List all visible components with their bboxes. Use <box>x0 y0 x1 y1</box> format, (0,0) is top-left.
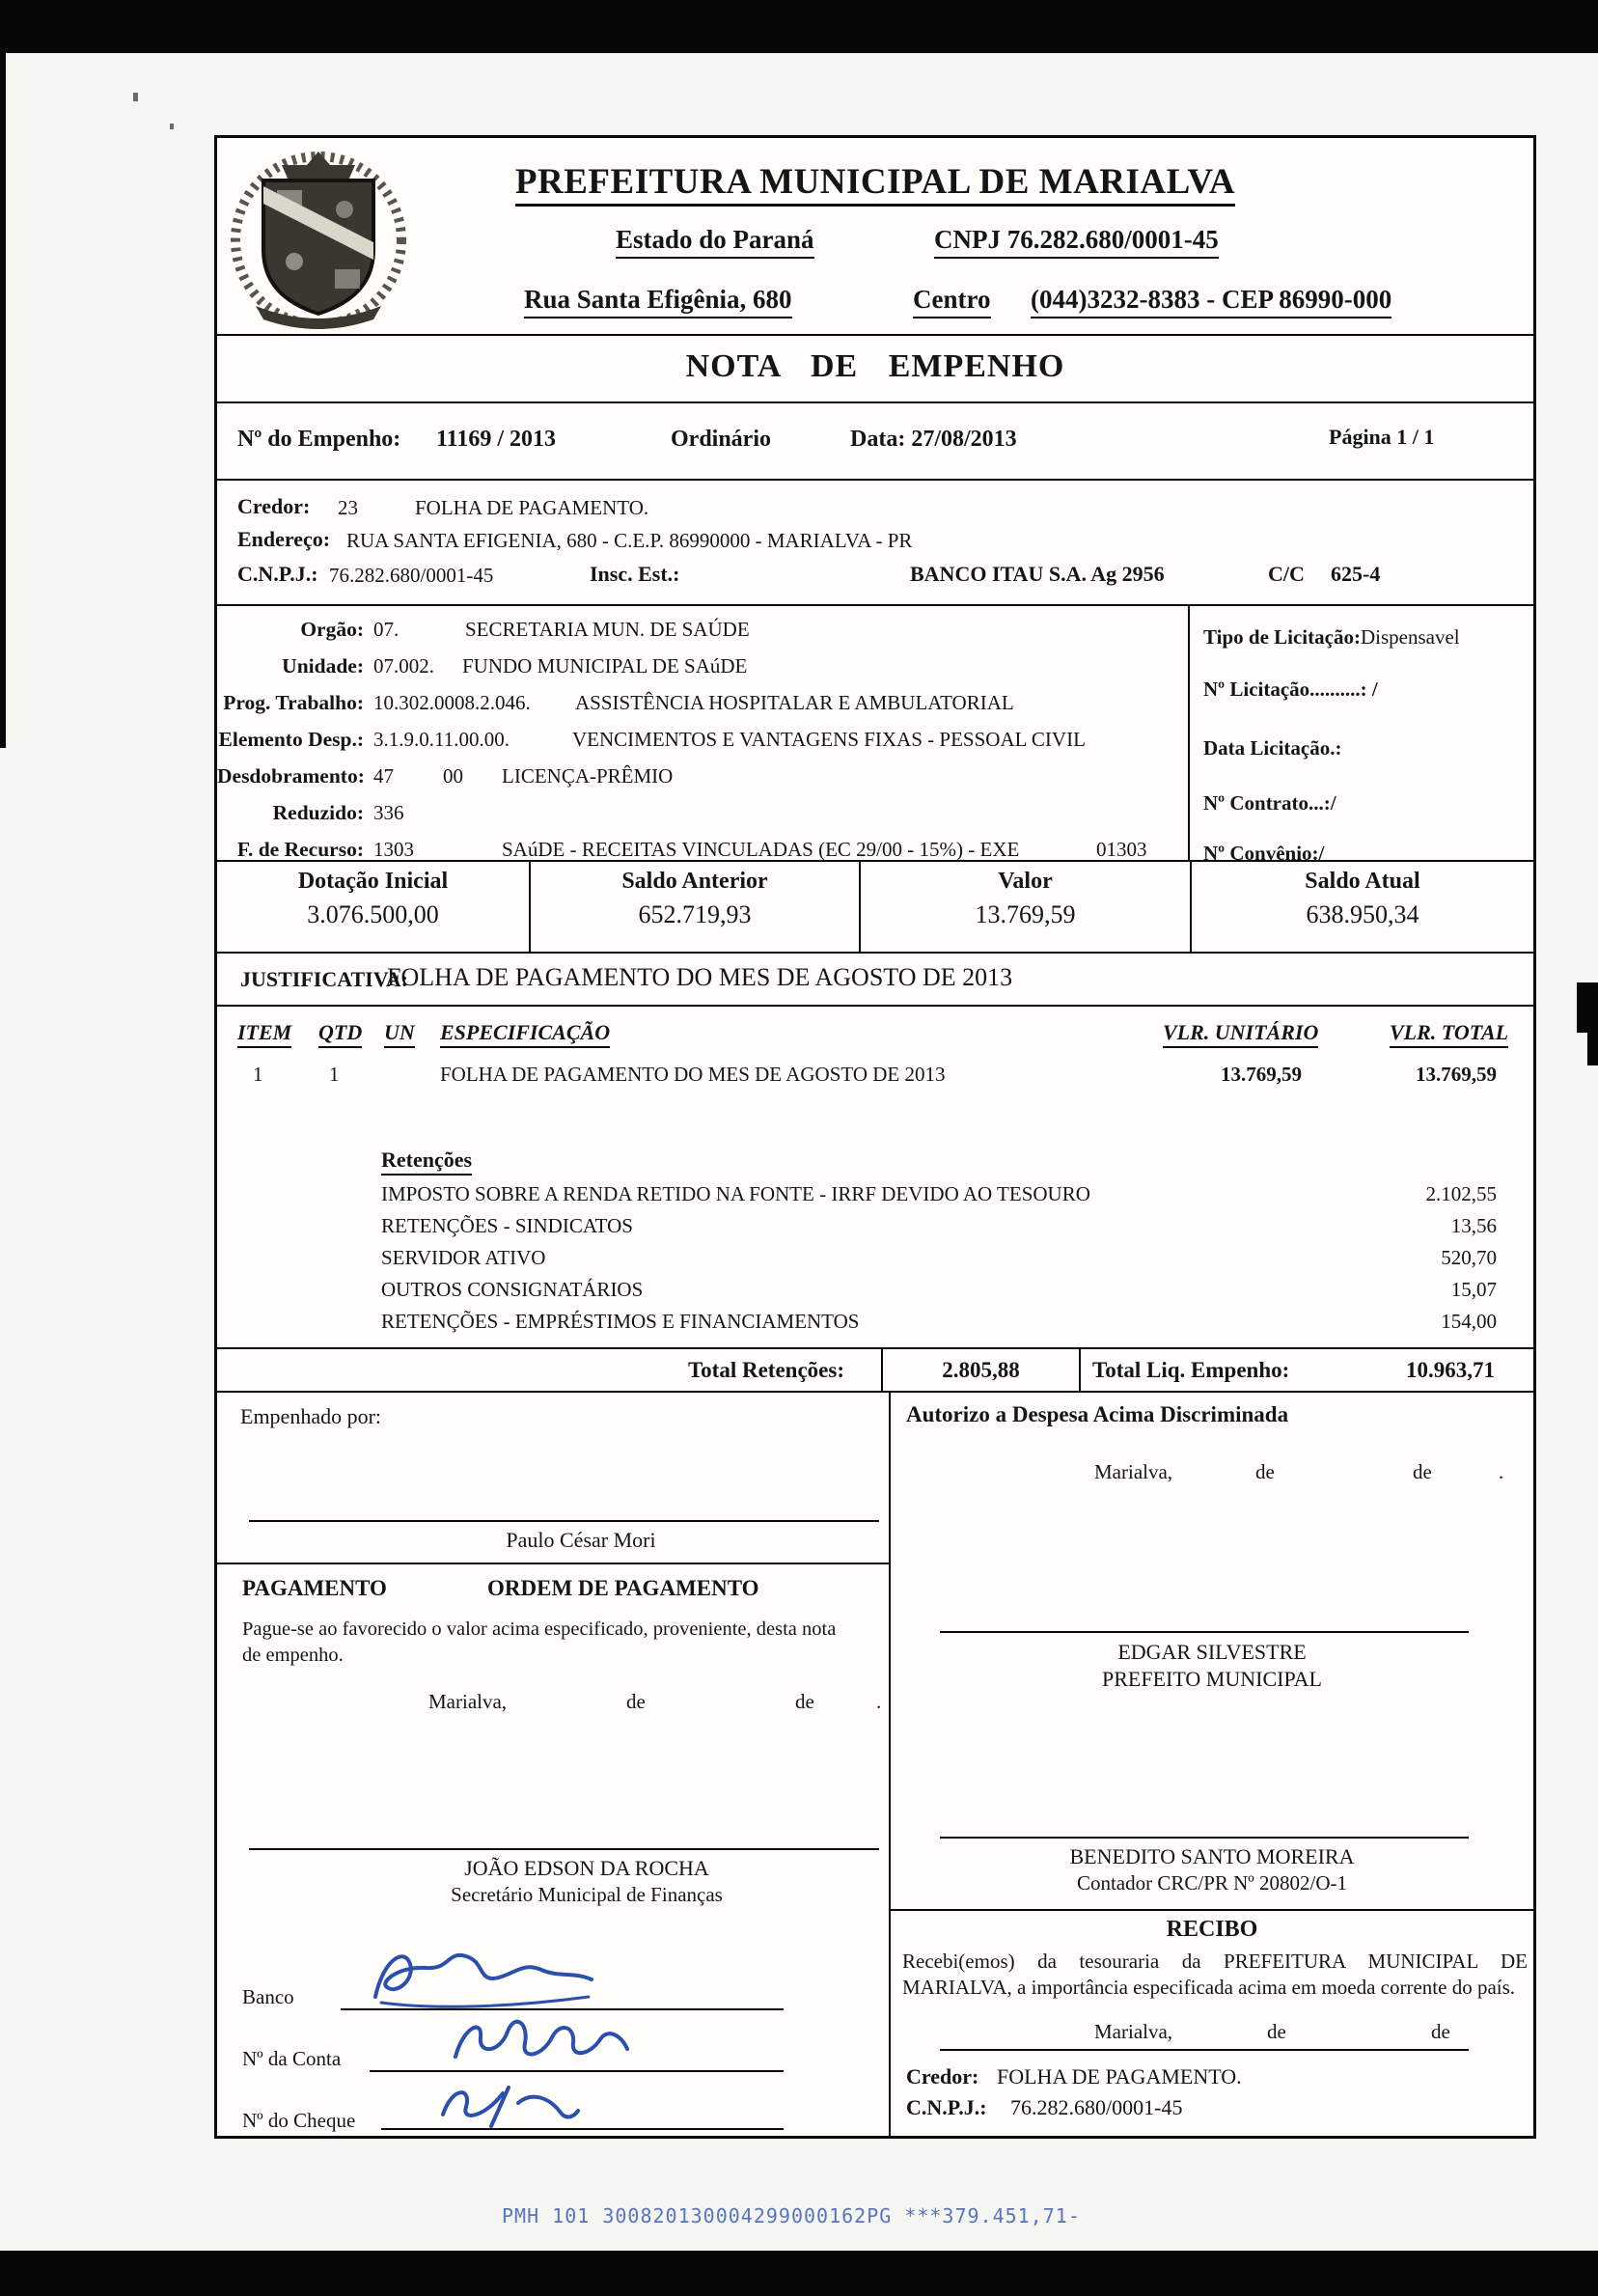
credor-cnpj-value: 76.282.680/0001-45 <box>329 564 494 587</box>
num-licitacao: Nº Licitação..........: / <box>1203 678 1378 701</box>
unidade-desc: FUNDO MUNICIPAL DE SAúDE <box>462 654 748 678</box>
desdobramento-desc: LICENÇA-PRÊMIO <box>502 764 674 788</box>
item-especificacao: FOLHA DE PAGAMENTO DO MES DE AGOSTO DE 2013 <box>440 1063 946 1086</box>
total-liquido-cell <box>1081 1349 1533 1391</box>
cidade-data-left: Marialva, <box>428 1690 508 1713</box>
recibo-cnpj-label: C.N.P.J.: <box>906 2095 987 2119</box>
saldo-anterior-label: Saldo Anterior <box>621 869 768 894</box>
estado-label: Estado do Paraná <box>616 225 814 259</box>
col-header-vlr-unitario: VLR. UNITÁRIO <box>1163 1020 1318 1048</box>
valor-value: 13.769,59 <box>975 900 1076 928</box>
prefeito-cargo: PREFEITO MUNICIPAL <box>1102 1667 1322 1691</box>
contador-cargo: Contador CRC/PR Nº 20802/O-1 <box>1076 1871 1348 1895</box>
item-number: 1 <box>253 1063 263 1086</box>
de-word: de <box>1255 1460 1275 1483</box>
document-title: NOTA DE EMPENHO <box>685 348 1065 384</box>
empenhado-nome: Paulo César Mori <box>506 1528 656 1552</box>
tipo-licitacao-label: Tipo de Licitação: <box>1203 625 1361 649</box>
data-licitacao: Data Licitação.: <box>1203 736 1342 760</box>
credor-section <box>217 481 1533 606</box>
total-retencoes-value: 2.805,88 <box>883 1349 1081 1391</box>
recibo-credor-nome: FOLHA DE PAGAMENTO. <box>997 2064 1242 2089</box>
tipo-licitacao <box>1203 625 1460 650</box>
secretario-nome: JOÃO EDSON DA ROCHA <box>464 1856 709 1880</box>
header-address: Rua Santa Efigênia, 680 <box>524 285 792 318</box>
prog-trabalho-desc: ASSISTÊNCIA HOSPITALAR E AMBULATORIAL <box>575 691 1014 714</box>
justificativa-label: JUSTIFICATIVA: <box>240 967 409 991</box>
orgao-desc: SECRETARIA MUN. DE SAÚDE <box>465 618 750 641</box>
fonte-recurso-extra: 01303 <box>1096 838 1147 861</box>
prog-trabalho-code: 10.302.0008.2.046. <box>373 691 531 714</box>
retencao-valor: 2.102,55 <box>1425 1182 1497 1205</box>
scan-artifact-speck <box>133 93 138 101</box>
col-header-qtd: QTD <box>318 1020 362 1048</box>
desdobramento-label: Desdobramento: <box>217 764 365 788</box>
credor-cnpj-label: C.N.P.J.: <box>237 562 318 586</box>
handwritten-signature-cheque <box>429 2074 584 2130</box>
saldo-atual-label: Saldo Atual <box>1305 869 1420 894</box>
unidade-row <box>217 654 1188 691</box>
empenhado-por-label: Empenhado por: <box>240 1404 382 1428</box>
scan-artifact-bottom-bar <box>0 2251 1598 2296</box>
header-district: Centro <box>913 285 991 318</box>
handwritten-signature-conta <box>444 2010 637 2074</box>
reduzido-row <box>217 801 1188 838</box>
header-cnpj: CNPJ 76.282.680/0001-45 <box>934 225 1219 259</box>
pague-se-paragraph: Pague-se ao favorecido o valor acima especificado, proveniente, desta nota de empenho. <box>242 1618 837 1666</box>
endereco-value: RUA SANTA EFIGENIA, 680 - C.E.P. 86990000 - MARIALVA - PR <box>346 529 913 552</box>
dotacao-inicial-cell <box>217 862 531 952</box>
desdobramento-code2: 00 <box>443 764 463 788</box>
item-qtd: 1 <box>329 1063 340 1086</box>
saldo-atual-value: 638.950,34 <box>1306 900 1419 928</box>
saldo-anterior-value: 652.719,93 <box>638 900 752 928</box>
pagamento-title: PAGAMENTO <box>242 1576 387 1600</box>
desdobramento-code: 47 <box>373 764 394 788</box>
elemento-desp-row <box>217 728 1188 764</box>
secretario-signature-line <box>249 1817 879 1850</box>
justificativa-text: FOLHA DE PAGAMENTO DO MES DE AGOSTO DE 2013 <box>387 963 1013 991</box>
document-title-band <box>217 336 1533 403</box>
prog-trabalho-label: Prog. Trabalho: <box>223 691 364 714</box>
prefeitura-title <box>217 161 1533 203</box>
banco-agencia: BANCO ITAU S.A. Ag 2956 <box>910 562 1165 586</box>
desdobramento-row <box>217 764 1188 801</box>
scan-artifact-left-strip <box>0 53 6 748</box>
classificacao-section <box>217 606 1533 865</box>
reduzido-code: 336 <box>373 801 404 824</box>
col-header-un: UN <box>384 1020 415 1048</box>
num-conta-label: Nº da Conta <box>242 2047 342 2070</box>
footer-section <box>217 1393 1533 2136</box>
empenho-date-label: Data: <box>850 427 906 452</box>
orgao-code: 07. <box>373 618 400 641</box>
cidade-data-right: Marialva, <box>1094 1460 1173 1483</box>
empenhado-signature-line <box>249 1489 879 1522</box>
de-word: de <box>1413 1460 1432 1483</box>
credor-code: 23 <box>338 496 358 519</box>
dotacao-table <box>217 862 1533 954</box>
period-mark: . <box>1499 1460 1504 1483</box>
page-indicator: Página 1 / 1 <box>1329 425 1435 449</box>
col-header-item: ITEM <box>237 1020 291 1048</box>
scan-artifact-right-blob <box>1587 1033 1598 1065</box>
contador-nome: BENEDITO SANTO MOREIRA <box>1069 1844 1355 1868</box>
col-header-especificacao: ESPECIFICAÇÃO <box>440 1020 610 1048</box>
unidade-label: Unidade: <box>282 654 364 678</box>
prefeito-signature-line <box>940 1600 1469 1633</box>
recibo-divider <box>891 1909 1533 1911</box>
autorizo-title: Autorizo a Despesa Acima Discriminada <box>906 1402 1289 1426</box>
retencao-desc: OUTROS CONSIGNATÁRIOS <box>381 1278 644 1301</box>
ordem-pagamento-title: ORDEM DE PAGAMENTO <box>487 1576 759 1600</box>
item-vlr-unitario: 13.769,59 <box>1221 1063 1302 1086</box>
fonte-recurso-code: 1303 <box>373 838 414 861</box>
period-mark: . <box>876 1690 882 1713</box>
retencao-valor: 15,07 <box>1450 1278 1497 1301</box>
retencao-valor: 520,70 <box>1441 1246 1497 1269</box>
de-word: de <box>1431 2020 1450 2043</box>
credor-label: Credor: <box>237 494 311 518</box>
de-word: de <box>1267 2020 1286 2043</box>
valor-label: Valor <box>998 869 1053 894</box>
secretario-cargo: Secretário Municipal de Finanças <box>451 1883 723 1906</box>
endereco-label: Endereço: <box>237 527 331 551</box>
licitacao-panel <box>1188 606 1537 865</box>
empenho-number-row <box>217 403 1533 481</box>
elemento-desp-code: 3.1.9.0.11.00.00. <box>373 728 510 751</box>
total-liquido-value: 10.963,71 <box>1406 1358 1495 1382</box>
prog-trabalho-row <box>217 691 1188 728</box>
prefeito-nome: EDGAR SILVESTRE <box>1117 1640 1307 1664</box>
itens-section <box>217 1007 1533 1349</box>
cc-label: C/C <box>1268 562 1305 586</box>
empenho-number: 11169 / 2013 <box>436 427 557 452</box>
num-cheque-label: Nº do Cheque <box>242 2109 356 2132</box>
elemento-desp-desc: VENCIMENTOS E VANTAGENS FIXAS - PESSOAL CIVIL <box>572 728 1086 751</box>
unidade-code: 07.002. <box>373 654 434 678</box>
retencao-valor: 154,00 <box>1441 1310 1497 1333</box>
retencao-desc: IMPOSTO SOBRE A RENDA RETIDO NA FONTE - IRRF DEVIDO AO TESOURO <box>381 1182 1090 1205</box>
retencao-valor: 13,56 <box>1450 1214 1497 1237</box>
dotacao-inicial-value: 3.076.500,00 <box>307 900 439 928</box>
scan-artifact-speck <box>170 124 174 129</box>
recibo-credor-label: Credor: <box>906 2064 979 2089</box>
justificativa-row <box>217 954 1533 1007</box>
reduzido-label: Reduzido: <box>272 801 364 824</box>
empenho-number-label: Nº do Empenho: <box>237 427 401 452</box>
dotacao-inicial-label: Dotação Inicial <box>297 869 449 894</box>
classificacao-left <box>217 618 1188 874</box>
handwritten-signature-banco <box>362 1939 603 2014</box>
recibo-paragraph: Recebi(emos) da tesouraria da PREFEITURA MUNICIPAL DE MARIALVA, a importância especificada acima em moeda corrente do país. <box>902 1950 1528 1999</box>
elemento-desp-label: Elemento Desp.: <box>218 728 364 751</box>
letterhead <box>217 138 1533 336</box>
num-contrato: Nº Contrato...:/ <box>1203 791 1336 815</box>
scan-artifact-right-blob <box>1577 982 1598 1033</box>
insc-est-label: Insc. Est.: <box>590 562 680 586</box>
scan-artifact-top-bar <box>0 0 1598 53</box>
cidade-data-recibo: Marialva, <box>1094 2020 1173 2043</box>
retencao-desc: RETENÇÕES - EMPRÉSTIMOS E FINANCIAMENTOS <box>381 1310 860 1333</box>
recibo-title: RECIBO <box>1166 1917 1258 1942</box>
num-convenio: Nº Convênio:/ <box>1203 842 1325 865</box>
de-word: de <box>626 1690 646 1713</box>
valor-cell <box>861 862 1192 952</box>
fonte-recurso-label: F. de Recurso: <box>236 838 364 861</box>
total-liquido-label: Total Liq. Empenho: <box>1092 1358 1290 1382</box>
recibo-cnpj-value: 76.282.680/0001-45 <box>1010 2095 1183 2119</box>
empenho-date <box>850 427 1017 453</box>
orgao-label: Orgão: <box>300 618 364 641</box>
totals-row <box>217 1349 1533 1393</box>
cc-value: 625-4 <box>1331 562 1381 586</box>
saldo-atual-cell <box>1192 862 1533 952</box>
tipo-licitacao-value: Dispensavel <box>1360 625 1460 649</box>
total-retencoes-label: Total Retenções: <box>217 1349 883 1391</box>
de-word: de <box>795 1690 814 1713</box>
empenho-date-value: 27/08/2013 <box>911 427 1017 452</box>
empenho-type: Ordinário <box>671 427 772 452</box>
saldo-anterior-cell <box>531 862 861 952</box>
recibo-signature-line <box>940 2022 1469 2051</box>
footer-left-column <box>217 1393 891 2136</box>
credor-name: FOLHA DE PAGAMENTO. <box>415 496 649 519</box>
item-vlr-total: 13.769,59 <box>1416 1063 1497 1086</box>
header-phone-cep: (044)3232-8383 - CEP 86990-000 <box>1031 285 1391 318</box>
footer-right-column <box>891 1393 1533 2136</box>
nota-de-empenho-form <box>214 135 1536 2139</box>
pagamento-divider <box>217 1563 889 1564</box>
bank-processing-stamp: PMH 101 300820130004299000162PG ***379.451,71- <box>502 2204 1081 2227</box>
retencao-desc: RETENÇÕES - SINDICATOS <box>381 1214 633 1237</box>
retencao-desc: SERVIDOR ATIVO <box>381 1246 546 1269</box>
retencoes-title: Retenções <box>381 1148 472 1176</box>
prefeitura-title-text: PREFEITURA MUNICIPAL DE MARIALVA <box>515 162 1235 207</box>
fonte-recurso-desc: SAúDE - RECEITAS VINCULADAS (EC 29/00 - 15%) - EXE <box>502 838 1020 861</box>
banco-label: Banco <box>242 1985 294 2008</box>
orgao-row <box>217 618 1188 654</box>
col-header-vlr-total: VLR. TOTAL <box>1390 1020 1508 1048</box>
contador-signature-line <box>940 1806 1469 1839</box>
